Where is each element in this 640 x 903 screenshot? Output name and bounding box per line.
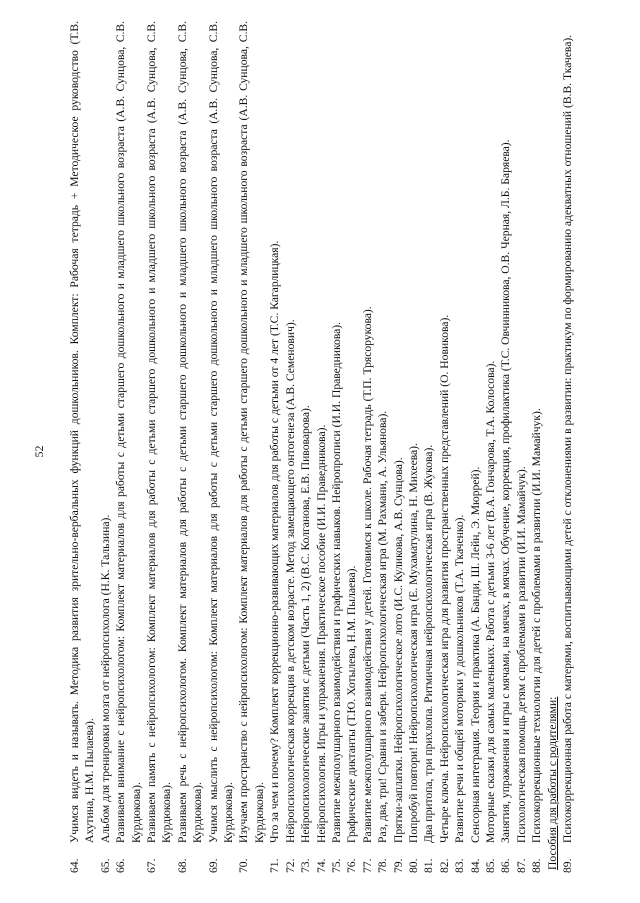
item-number: 83. bbox=[453, 858, 467, 873]
list-item bbox=[144, 21, 175, 873]
list-item bbox=[344, 21, 359, 873]
item-number: 81. bbox=[422, 858, 436, 873]
item-number: 80. bbox=[406, 858, 420, 873]
list-item bbox=[560, 21, 575, 873]
item-number: 67. bbox=[145, 858, 159, 873]
item-text: Развиваем память с нейропсихологом: Комплект материалов для работы с детьми старшего дошкольного и младшего школьного возраста (А.В. Сунцова, С.В. Курдюкова). bbox=[145, 21, 174, 843]
item-text: Моторные сказки для самых маленьких. Работа с детьми 3-6 лет (В.А. Гончарова, Т.А. Колосова). bbox=[483, 360, 497, 843]
item-text: Психологическая помощь детям с проблемами в развитии (И.И. Мамайчук). bbox=[514, 466, 528, 843]
item-number: 75. bbox=[329, 858, 343, 873]
item-text: Графические диктанты (Т.Ю. Хотылева, Н.М. Пылаева). bbox=[345, 565, 359, 843]
list-item bbox=[175, 21, 206, 873]
item-text: Учимся мыслить с нейропсихологом: Комплект материалов для работы с детьми старшего дошкольного и младшего школьного возраста (А.В. Сунцова, С.В. Курдюкова). bbox=[206, 21, 236, 843]
item-text: Психокоррекционные технологии для детей с проблемами в развитии (И.И. Мамайчук). bbox=[530, 408, 544, 843]
section-heading: Пособия для работы с родителями: bbox=[545, 696, 559, 870]
item-number: 82. bbox=[437, 858, 451, 873]
item-text: Альбом для тренировки мозга от нейропсихолога (Н.К. Тальзина). bbox=[98, 514, 112, 843]
item-text: Нейропсихологические занятия с детьми (Часть 1, 2) (В.С. Колганова, Е.В. Пивоварова). bbox=[299, 405, 313, 843]
item-text: Учимся видеть и называть. Методика развития зрительно-вербальных функций дошкольников. Комплект: Рабочая тетрадь + Методическое руководство (Т.В. Ахутина, Н.М. Пылаева). bbox=[68, 21, 97, 843]
item-number: 68. bbox=[175, 858, 189, 873]
list-item bbox=[236, 21, 267, 873]
list-item bbox=[329, 21, 344, 873]
item-text: Два притопа, три прихлопа. Ритмичная нейропсихологическая игра (В. Жукова). bbox=[422, 444, 436, 843]
item-text: Развиваем внимание с нейропсихологом: Комплект материалов для работы с детьми старшего дошкольного и младшего школьного возраста (А.В. Сунцова, С.В. Курдюкова). bbox=[114, 21, 143, 843]
list-item bbox=[437, 21, 452, 873]
item-text: Развиваем речь с нейропсихологом. Комплект материалов для работы с детьми старшего дошкольного и младшего школьного возраста (А.В. Сунцова, С.В. Курдюкова). bbox=[175, 21, 205, 843]
item-text: Психокоррекционная работа с матерями, воспитывающими детей с отклонениями в развитии: практикум по формированию адекватных отношений (В.В. Ткачева). bbox=[561, 34, 574, 843]
item-number: 87. bbox=[514, 858, 528, 873]
item-text: Развитие речи и общей моторики у дошкольников (Т.А. Ткаченко). bbox=[453, 514, 467, 843]
list-item bbox=[452, 21, 467, 873]
list-item bbox=[498, 21, 513, 873]
item-text: Сенсорная интеграция. Теория и практика (А. Банди, Ш. Лейн, Э. Мюррей). bbox=[468, 466, 482, 843]
item-number: 73. bbox=[299, 858, 313, 873]
item-text: Что за чем и почему? Комплект коррекционно-развивающих материалов для работы с детьми от 4 лет (Т.С. Кагарлицкая). bbox=[268, 240, 282, 843]
list-item bbox=[98, 21, 113, 873]
list-item bbox=[468, 21, 483, 873]
item-number: 71. bbox=[268, 858, 282, 873]
item-number: 86. bbox=[499, 858, 513, 873]
list-item bbox=[483, 21, 498, 873]
item-number: 70. bbox=[237, 858, 251, 873]
item-text: Попробуй повтори! Нейропсихологическая игра (Е. Мухаматулина, Н. Михеева). bbox=[406, 443, 420, 843]
item-text: Изучаем пространство с нейропсихологом: Комплект материалов для работы с детьми старшего дошкольного и младшего школьного возраста (А.В. Сунцова, С.В. Курдюкова). bbox=[237, 21, 266, 843]
list-item bbox=[391, 21, 406, 873]
item-number: 85. bbox=[483, 858, 497, 873]
item-number: 76. bbox=[345, 858, 359, 873]
item-number: 65. bbox=[98, 858, 112, 873]
list-item bbox=[406, 21, 421, 873]
list-item bbox=[360, 21, 375, 873]
item-number: 89. bbox=[561, 858, 574, 873]
item-text: Раз, два, три! Сравни и забери. Нейропсихологическая игра (М. Рахмани, А. Ульянова). bbox=[376, 410, 390, 843]
item-number: 74. bbox=[314, 858, 328, 873]
item-text: Четыре ключа. Нейропсихологическая игра для развития пространственных представлений (О. Новикова). bbox=[437, 314, 451, 843]
item-text: Развитие межполушарного взаимодействия и графических навыков. Нейропрописи (И.И. Праведникова). bbox=[329, 321, 343, 843]
list-item bbox=[267, 21, 282, 873]
item-text: Нейропсихологическая коррекция в детском возрасте. Метод замещающего онтогенеза (А.В. Семенович). bbox=[283, 319, 297, 843]
item-text: Занятия, упражнения и игры с мячами, на мячах, в мячах. Обучение, коррекция, профилактика (Т.С. Овчинникова, О.В. Черная, Л.Б. Баряева). bbox=[499, 139, 513, 843]
item-text: Развитие межполушарного взаимодействия у детей. Готовимся к школе. Рабочая тетрадь (Т.П. Трясорукова). bbox=[360, 306, 374, 843]
item-number: 69. bbox=[206, 858, 220, 873]
item-number: 84. bbox=[468, 858, 482, 873]
item-number: 78. bbox=[376, 858, 390, 873]
item-text: Нейропсихология. Игры и упражнения. Практическое пособие (И.И. Праведникова). bbox=[314, 424, 328, 843]
list-item bbox=[283, 21, 298, 873]
list-item bbox=[529, 21, 544, 873]
item-number: 88. bbox=[530, 858, 544, 873]
list-item bbox=[375, 21, 390, 873]
item-text: Прятки-заплатки. Нейропсихологическое лото (И.С. Куликова, А.В. Сунцова). bbox=[391, 457, 405, 843]
list-item bbox=[206, 21, 237, 873]
list-item bbox=[314, 21, 329, 873]
list-item bbox=[298, 21, 313, 873]
list-item bbox=[421, 21, 436, 873]
item-number: 64. bbox=[68, 858, 81, 873]
item-number: 72. bbox=[283, 858, 297, 873]
list-item bbox=[514, 21, 529, 873]
list-item bbox=[113, 21, 144, 873]
item-number: 66. bbox=[114, 858, 128, 873]
bibliography-list bbox=[67, 21, 575, 873]
item-number: 77. bbox=[360, 858, 374, 873]
item-number: 79. bbox=[391, 858, 405, 873]
page-number: 52 bbox=[32, 445, 46, 458]
list-item bbox=[67, 21, 98, 873]
